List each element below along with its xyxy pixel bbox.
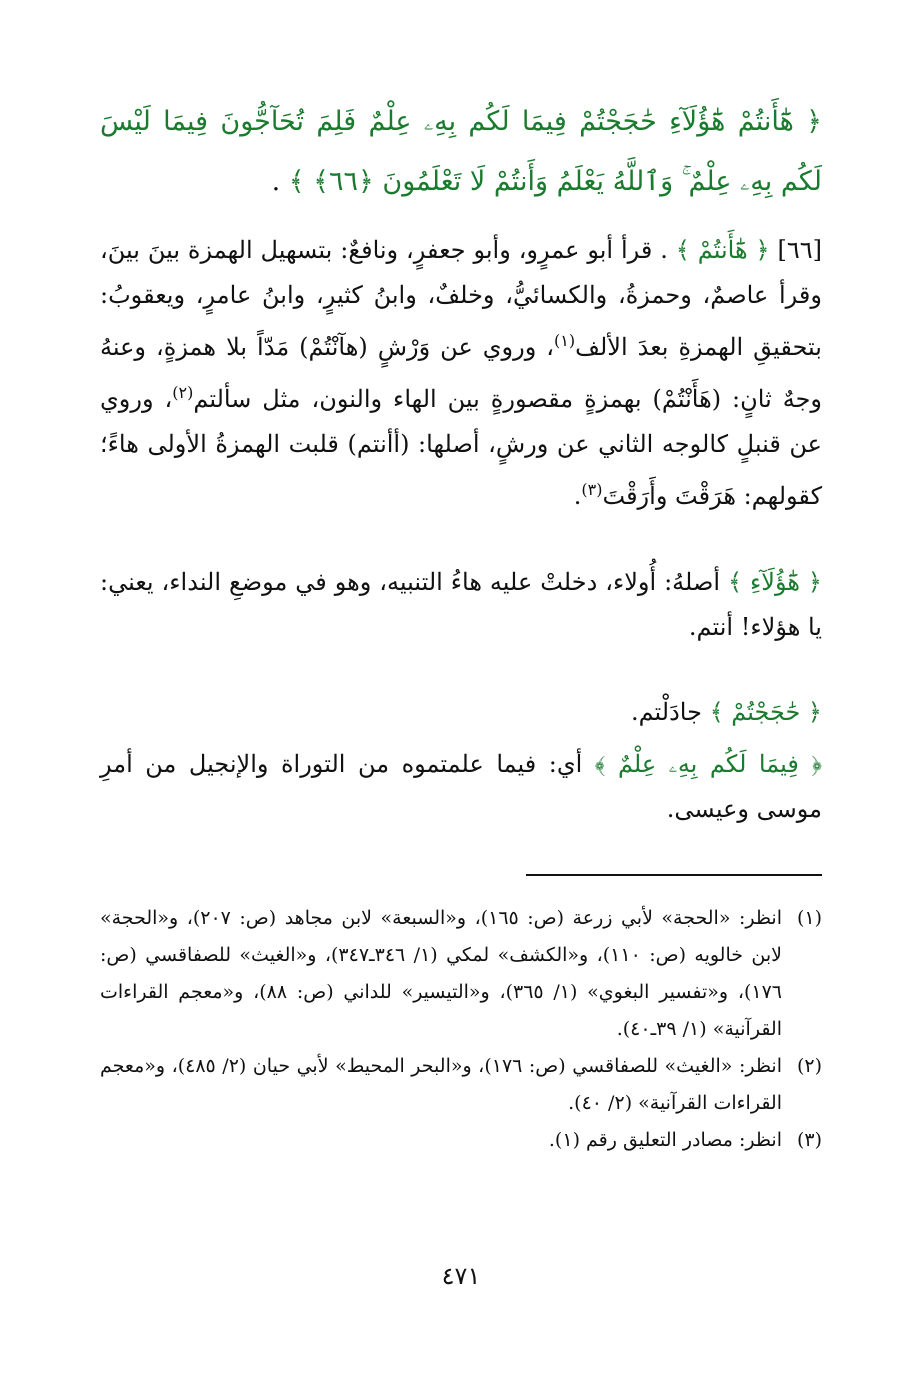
verse-text: ﴿ هَٰٓأَنتُمْ هَٰٓؤُلَآءِ حَٰجَجْتُمْ فِيمَا لَكُم بِهِۦ عِلْمٌ فَلِمَ تُحَآجُّونَ فِيمَا لَيْسَ لَكُم بِهِۦ عِلْمٌ ۚ وَٱللَّهُ يَعْلَمُ وَأَنتُمْ لَا تَعْلَمُونَ ﴿٦٦﴾ ﴾ [100, 106, 822, 197]
footnote [100, 1048, 822, 1122]
paragraph-text: ، وروي عن قنبلٍ كالوجه الثاني عن ورشٍ، أصلها: (أأنتم) قلبت الهمزةُ الأولى هاءً؛ كقولهم: هَرَقْتَ وأَرَقْتَ [100, 385, 822, 510]
paragraph-text: أصلهُ: أُولاء، دخلتْ عليه هاءُ التنبيه، وهو في موضعِ النداء، يعني: يا هؤلاء! أنتم. [100, 568, 822, 641]
footnotes [100, 900, 822, 1159]
quoted-word: ﴿ هَٰٓؤُلَآءِ ﴾ [727, 568, 822, 596]
paragraph-text: جادَلْتم. [630, 698, 702, 726]
verse-number: [٦٦] [777, 236, 822, 264]
paragraph-text: . [573, 482, 582, 510]
footnote-ref-3[interactable]: (٣) [581, 480, 603, 499]
quoted-word: ﴿ فِيمَا لَكُم بِهِۦ عِلْمٌ ﴾ [594, 750, 822, 778]
verse-end: . [271, 166, 281, 197]
quran-verse [100, 92, 822, 212]
footnote-text: انظر: «الغيث» للصفاقسي (ص: ١٧٦)، و«البحر المحيط» لأبي حيان (٢/ ٤٨٥)، و«معجم القراءات القرآنية» (٢/ ٤٠). [100, 1055, 782, 1114]
quoted-word: ﴿ هَٰٓأَنتُمْ ﴾ [675, 236, 770, 264]
paragraph-text: ، وروي عن وَرْشٍ (هآنْتُمْ) مَدّاً بلا همزةٍ، وعنهُ وجهٌ ثانٍ: (هَأَنْتُمْ) بهمزةٍ مقصورةٍ بين الهاء والنون، مثل سألتم [100, 333, 822, 413]
footnote-text: انظر: «الحجة» لأبي زرعة (ص: ١٦٥)، و«السبعة» لابن مجاهد (ص: ٢٠٧)، و«الحجة» لابن خالويه (ص: ١١٠)، و«الكشف» لمكي (١/ ٣٤٦ـ٣٤٧)، و«الغيث» للصفاقسي (ص: ١٧٦)، و«تفسير البغوي» (١/ ٣٦٥)، و«التيسير» للداني (ص: ٨٨)، و«معجم القراءات القرآنية» (١/ ٣٩ـ٤٠). [100, 907, 782, 1040]
footnote-number: (٢) [796, 1055, 822, 1077]
quoted-word: ﴿ حَٰجَجْتُمْ ﴾ [709, 698, 822, 726]
paragraph-haulai [100, 560, 822, 650]
footnote-text: انظر: مصادر التعليق رقم (١). [548, 1129, 782, 1151]
footnote [100, 900, 822, 1048]
footnote-number: (١) [796, 907, 822, 929]
page-number: ٤٧١ [441, 1262, 481, 1290]
paragraph-text: . قرأ أبو عمرٍو، وأبو جعفرٍ، ونافعٌ: بتسهيل الهمزة بينَ بينَ، وقرأ عاصمٌ، وحمزةُ، والكسائيُّ، وخلفٌ، وابنُ كثيرٍ، وابنُ عامرٍ، ويعقوبُ: بتحقيقِ الهمزةِ بعدَ الألف [100, 236, 822, 361]
paragraph-text: أي: فيما علمتموه من التوراة والإنجيل من أمرِ موسى وعيسى. [100, 750, 822, 823]
paragraph-hajajtum [100, 690, 822, 735]
footnote-ref-2[interactable]: (٢) [172, 383, 194, 402]
paragraph-fima [100, 742, 822, 832]
paragraph-qiraat [100, 228, 822, 519]
footnote-number: (٣) [796, 1129, 822, 1151]
footnote-ref-1[interactable]: (١) [554, 331, 576, 350]
footnote [100, 1122, 822, 1159]
footnote-divider [526, 874, 822, 876]
